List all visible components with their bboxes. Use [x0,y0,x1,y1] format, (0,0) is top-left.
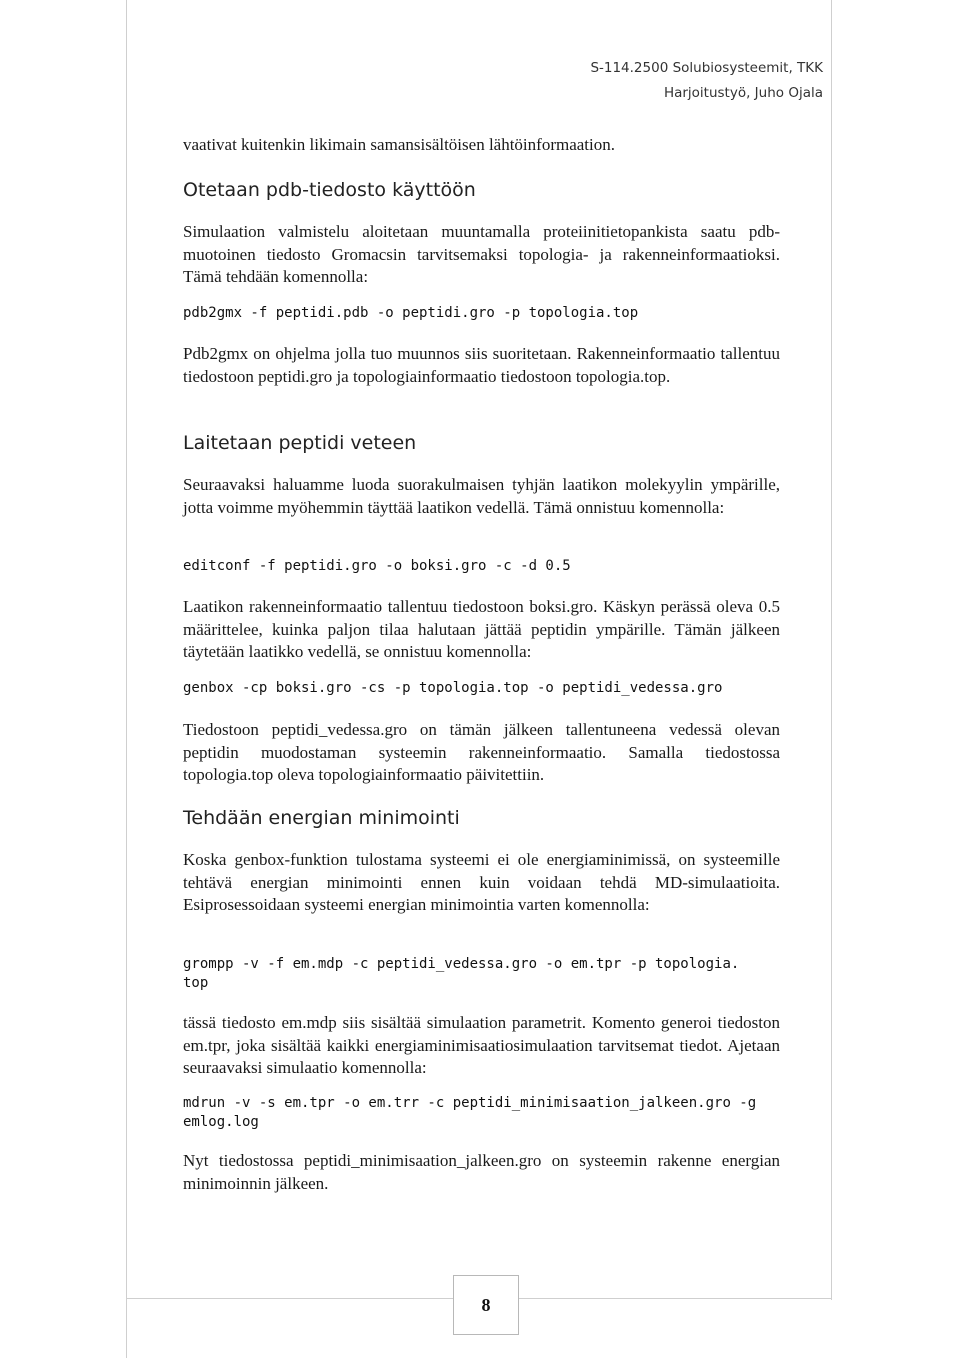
paragraph-result: Nyt tiedostossa peptidi_minimisaation_jalkeen.gro on systeemin rakenne energian minimoinnin jälkeen. [183,1151,780,1193]
command-editconf: editconf -f peptidi.gro -o boksi.gro -c -d 0.5 [183,558,571,574]
paragraph-genbox: Koska genbox-funktion tulostama systeemi ei ole energiaminimissä, on systeemille tehtävä energian minimointi ennen kuin voidaan tehdä MD-simulaatioita. Esiprosessoidaan systeemi energian minimointia varten komennolla: [183,850,780,914]
header-course: S-114.2500 Solubiosysteemit, TKK [590,60,823,76]
paragraph-solvated: Tiedostoon peptidi_vedessa.gro on tämän jälkeen tallentuneena vedessä olevan peptidin muodostaman systeemin rakenneinformaatio. Samalla tiedostossa topologia.top oleva topologiainformaatio päivitettiin. [183,720,780,784]
command-genbox: genbox -cp boksi.gro -cs -p topologia.top -o peptidi_vedessa.gro [183,680,723,696]
heading-peptide-water: Laitetaan peptidi veteen [183,432,417,454]
page-header [590,56,823,106]
header-author: Harjoitustyö, Juho Ojala [663,85,823,101]
paragraph-box: Seuraavaksi haluamme luoda suorakulmaisen tyhjän laatikon molekyylin ympärille, jotta voimme myöhemmin täyttää laatikon vedellä. Tämä onnistuu komennolla: [183,475,780,517]
heading-energy-minimization: Tehdään energian minimointi [183,807,460,829]
right-margin-line [831,0,832,1300]
left-margin-line [126,0,127,1358]
paragraph-em-mdp: tässä tiedosto em.mdp siis sisältää simulaation parametrit. Komento generoi tiedoston em.tpr, joka sisältää kaikki energiaminimisaatiosimulaation tarvitsemat tiedot. Ajetaan seuraavaksi simulaatio komennolla: [183,1013,780,1077]
command-mdrun: mdrun -v -s em.tpr -o em.trr -c peptidi_minimisaation_jalkeen.gro -g emlog.log [183,1095,757,1130]
paragraph-preparation: Simulaation valmistelu aloitetaan muuntamalla proteiinitietopankista saatu pdb-muotoinen tiedosto Gromacsin tarvitsemaksi topologia- ja rakenneinformaatioksi. Tämä tehdään komennolla: [183,222,780,286]
heading-pdb-file: Otetaan pdb-tiedosto käyttöön [183,179,476,201]
paragraph-boksi: Laatikon rakenneinformaatio tallentuu tiedostoon boksi.gro. Käskyn perässä oleva 0.5 määrittelee, kuinka paljon tilaa halutaan jättää peptidin ympärille. Tämän jälkeen täytetään laatikko vedellä, se onnistuu komennolla: [183,597,780,661]
paragraph-intro: vaativat kuitenkin likimain samansisältöisen lähtöinformaation. [183,135,615,154]
page-number: 8 [481,1294,491,1315]
command-pdb2gmx: pdb2gmx -f peptidi.pdb -o peptidi.gro -p topologia.top [183,305,639,321]
command-grompp: grompp -v -f em.mdp -c peptidi_vedessa.gro -o em.tpr -p topologia. top [183,956,740,991]
page-number-box [453,1275,519,1335]
paragraph-pdb2gmx: Pdb2gmx on ohjelma jolla tuo muunnos siis suoritetaan. Rakenneinformaatio tallentuu tiedostoon peptidi.gro ja topologiainformaatio tiedostoon topologia.top. [183,344,780,386]
